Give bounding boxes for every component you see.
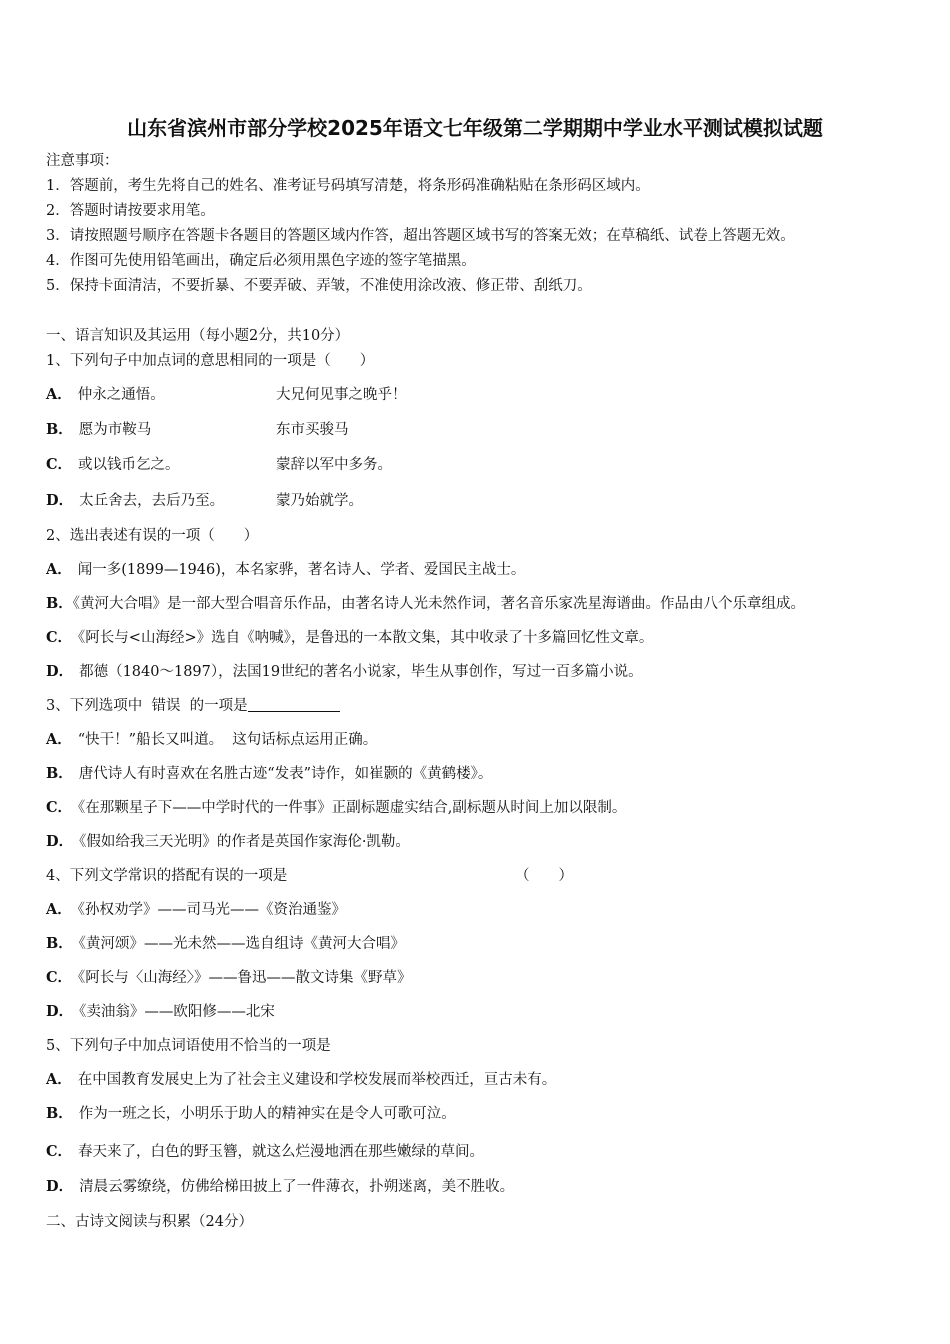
- option-letter: C．: [46, 799, 73, 816]
- option-text: 唐代诗人有时喜欢在名胜古迹“发表”诗作，如崔颢的《黄鹤楼》。: [78, 766, 493, 782]
- option-text: 作为一班之长，小明乐于助人的精神实在是令人可歌可泣。: [78, 1106, 456, 1122]
- option-text: 《假如给我三天光明》的作者是英国作家海伦·凯勒。: [79, 834, 410, 850]
- option-row: [46, 1070, 556, 1090]
- option-letter: A．: [46, 1071, 72, 1088]
- option-row: [46, 1104, 456, 1124]
- page-title: 山东省滨州市部分学校2025年语文七年级第二学期期中学业水平测试模拟试题: [127, 116, 823, 140]
- answer-paren: （ ）: [515, 868, 573, 884]
- option-row: [46, 934, 405, 954]
- option-right: 蒙乃始就学。: [276, 493, 363, 509]
- option-text: 《阿长与〈山海经〉》——鲁迅——散文诗集《野草》: [78, 970, 412, 986]
- question-stem-text: 3、下列选项中 错误 的一项是: [46, 698, 248, 714]
- question-stem: 5、下列句子中加点词语使用不恰当的一项是: [46, 1038, 331, 1054]
- option-text: 在中国教育发展史上为了社会主义建设和学校发展而举校西迁，亘古未有。: [77, 1072, 557, 1088]
- option-right: 东市买骏马: [276, 422, 349, 438]
- question-stem: 4、下列文学常识的搭配有误的一项是: [46, 868, 288, 884]
- option-row: [46, 1002, 275, 1022]
- notice-heading: 注意事项：: [46, 153, 119, 169]
- option-letter: B．: [46, 765, 73, 782]
- option-letter: A．: [46, 901, 72, 918]
- notice-item: 3．请按照题号顺序在答题卡各题目的答题区域内作答，超出答题区域书写的答案无效；在草稿纸、试卷上答题无效。: [46, 228, 795, 244]
- option-text: “快干！”船长又叫道。 这句话标点运用正确。: [77, 732, 378, 748]
- option-row: [46, 594, 805, 614]
- option-row: [46, 455, 180, 475]
- option-text: 《阿长与<山海经>》选自《呐喊》，是鲁迅的一本散文集，其中收录了十多篇回忆性文章。: [78, 630, 654, 646]
- option-text: 都德（1840～1897），法国19世纪的著名小说家，毕生从事创作，写过一百多篇小说。: [79, 664, 643, 680]
- option-row: [46, 764, 492, 784]
- option-left: 太丘舍去，去后乃至。: [79, 493, 225, 509]
- option-right: 蒙辞以军中多务。: [276, 457, 392, 473]
- option-row: [46, 491, 224, 511]
- option-row: [46, 798, 626, 818]
- option-left: 愿为市鞍马: [78, 422, 152, 438]
- option-letter: C．: [46, 456, 73, 473]
- option-row: [46, 1142, 484, 1162]
- option-letter: D．: [46, 1003, 74, 1020]
- answer-blank: [248, 697, 340, 712]
- option-left: 或以钱币乞之。: [78, 457, 180, 473]
- option-letter: C．: [46, 969, 73, 986]
- question-stem: 1、下列句子中加点词的意思相同的一项是（ ）: [46, 353, 375, 369]
- option-letter: D．: [46, 833, 74, 850]
- option-letter: C．: [46, 629, 73, 646]
- notice-item: 5．保持卡面清洁，不要折暴、不要弄破、弄皱，不准使用涂改液、修正带、刮纸刀。: [46, 278, 592, 294]
- option-text: 《黄河大合唱》是一部大型合唱音乐作品，由著名诗人光未然作词，著名音乐家冼星海谱曲。作品由八个乐章组成。: [72, 596, 806, 612]
- option-letter: C．: [46, 1143, 73, 1160]
- option-row: [46, 832, 410, 852]
- option-text: 春天来了，白色的野玉簪，就这么烂漫地洒在那些嫩绿的草间。: [78, 1144, 485, 1160]
- option-text: 《黄河颂》——光未然——选自组诗《黄河大合唱》: [78, 936, 406, 952]
- question-stem: [46, 696, 340, 716]
- option-row: [46, 420, 151, 440]
- notice-item: 2．答题时请按要求用笔。: [46, 203, 215, 219]
- option-text: 《卖油翁》——欧阳修——北宋: [79, 1004, 275, 1020]
- option-row: [46, 560, 525, 580]
- option-letter: D．: [46, 492, 74, 509]
- option-row: [46, 628, 653, 648]
- option-letter: B．: [46, 935, 73, 952]
- option-text: 清晨云雾缭绕，仿佛给梯田披上了一件薄衣，扑朔迷离，美不胜收。: [79, 1179, 515, 1195]
- option-text: 《孙权劝学》——司马光——《资治通鉴》: [77, 902, 347, 918]
- option-letter: D．: [46, 1178, 74, 1195]
- option-row: [46, 730, 377, 750]
- option-right: 大兄何见事之晚乎！: [276, 387, 407, 403]
- option-row: [46, 385, 165, 405]
- question-stem: 2、选出表述有误的一项（ ）: [46, 528, 259, 544]
- section-heading: 一、语言知识及其运用（每小题2分，共10分）: [46, 328, 350, 344]
- option-text: 闻一多(1899—1946)，本名家骅，著名诗人、学者、爱国民主战士。: [77, 562, 526, 578]
- option-left: 仲永之通悟。: [77, 387, 165, 403]
- option-letter: A．: [46, 731, 72, 748]
- option-letter: A．: [46, 386, 72, 403]
- section-heading: 二、古诗文阅读与积累（24分）: [46, 1214, 253, 1230]
- option-letter: A．: [46, 561, 72, 578]
- option-text: 《在那颗星子下——中学时代的一件事》正副标题虚实结合,副标题从时间上加以限制。: [78, 800, 627, 816]
- option-letter: D．: [46, 663, 74, 680]
- option-letter: B．: [46, 421, 73, 438]
- option-letter: B．: [46, 595, 73, 612]
- option-letter: B．: [46, 1105, 73, 1122]
- option-row: [46, 968, 412, 988]
- option-row: [46, 900, 346, 920]
- notice-item: 4．作图可先使用铅笔画出，确定后必须用黑色字迹的签字笔描黑。: [46, 253, 476, 269]
- option-row: [46, 1177, 514, 1197]
- notice-item: 1．答题前，考生先将自己的姓名、准考证号码填写清楚，将条形码准确粘贴在条形码区域内。: [46, 178, 650, 194]
- option-row: [46, 662, 643, 682]
